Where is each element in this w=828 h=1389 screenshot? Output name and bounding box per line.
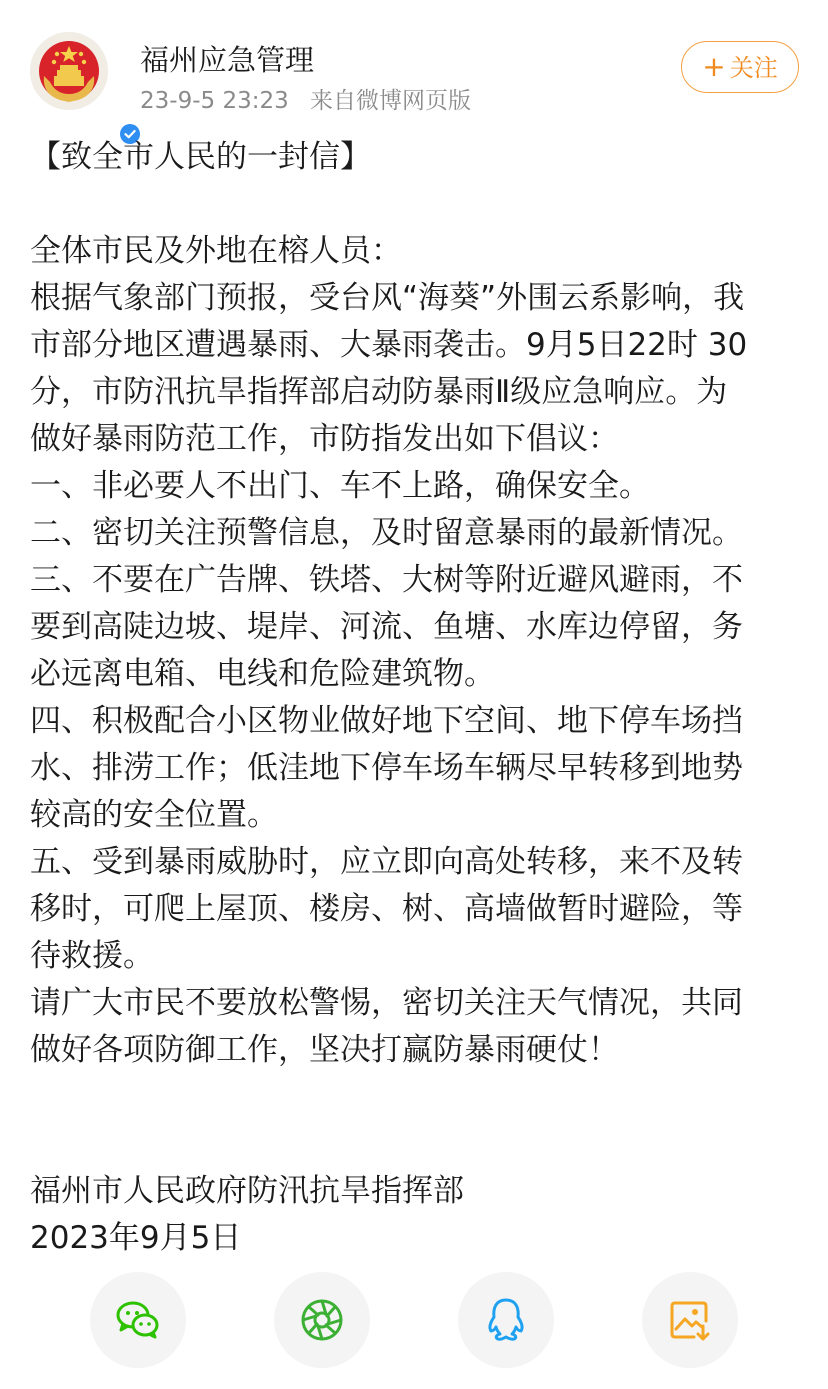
post-line: 较高的安全位置。 bbox=[30, 797, 278, 833]
post-line: 待救援。 bbox=[30, 938, 154, 974]
post-line: 请广大市民不要放松警惕，密切关注天气情况，共同 bbox=[30, 985, 743, 1021]
qq-icon bbox=[481, 1295, 531, 1345]
plus-icon: + bbox=[702, 50, 726, 83]
post-signature: 福州市人民政府防汛抗旱指挥部 bbox=[30, 1173, 464, 1209]
post-line: 二、密切关注预警信息，及时留意暴雨的最新情况。 bbox=[30, 515, 743, 551]
national-emblem-icon bbox=[30, 32, 108, 110]
post-source: 来自微博网页版 bbox=[310, 88, 472, 114]
post-timestamp: 23-9-5 23:23 bbox=[140, 88, 289, 114]
post-line: 必远离电箱、电线和危险建筑物。 bbox=[30, 656, 495, 692]
avatar[interactable] bbox=[30, 32, 108, 110]
post-line: 移时，可爬上屋顶、楼房、树、高墙做暂时避险，等 bbox=[30, 891, 743, 927]
post-line: 市部分地区遭遇暴雨、大暴雨袭击。9月5日22时 30 bbox=[30, 327, 748, 363]
post-line: 五、受到暴雨威胁时，应立即向高处转移，来不及转 bbox=[30, 844, 743, 880]
spacer bbox=[30, 1074, 798, 1168]
share-wechat-button[interactable] bbox=[90, 1272, 186, 1368]
post-line: 【致全市人民的一封信】 bbox=[30, 139, 371, 175]
post-line: 水、排涝工作；低洼地下停车场车辆尽早转移到地势 bbox=[30, 750, 743, 786]
post-line: 根据气象部门预报，受台风“海葵”外围云系影响，我 bbox=[30, 280, 745, 316]
save-image-icon bbox=[665, 1295, 715, 1345]
post-line: 四、积极配合小区物业做好地下空间、地下停车场挡 bbox=[30, 703, 743, 739]
post-body bbox=[30, 134, 798, 1262]
share-bar bbox=[0, 1272, 828, 1372]
post-line: 做好各项防御工作，坚决打赢防暴雨硬仗！ bbox=[30, 1032, 619, 1068]
post-date: 2023年9月5日 bbox=[30, 1220, 242, 1256]
post-line: 要到高陡边坡、堤岸、河流、鱼塘、水库边停留，务 bbox=[30, 609, 743, 645]
follow-label: 关注 bbox=[729, 54, 778, 82]
post-line: 一、非必要人不出门、车不上路，确保安全。 bbox=[30, 468, 650, 504]
wechat-icon bbox=[113, 1295, 163, 1345]
post-line: 全体市民及外地在榕人员： bbox=[30, 233, 402, 269]
moments-icon bbox=[297, 1295, 347, 1345]
follow-button[interactable] bbox=[681, 41, 799, 93]
post-line-blank bbox=[30, 181, 798, 228]
post-line: 做好暴雨防范工作，市防指发出如下倡议： bbox=[30, 421, 619, 457]
post-meta bbox=[140, 86, 471, 116]
account-name[interactable]: 福州应急管理 bbox=[140, 43, 315, 77]
post-line: 三、不要在广告牌、铁塔、大树等附近避风避雨，不 bbox=[30, 562, 743, 598]
save-image-button[interactable] bbox=[642, 1272, 738, 1368]
post-line: 分，市防汛抗旱指挥部启动防暴雨Ⅱ级应急响应。为 bbox=[30, 374, 728, 410]
share-qq-button[interactable] bbox=[458, 1272, 554, 1368]
share-moments-button[interactable] bbox=[274, 1272, 370, 1368]
post-header bbox=[0, 0, 828, 120]
